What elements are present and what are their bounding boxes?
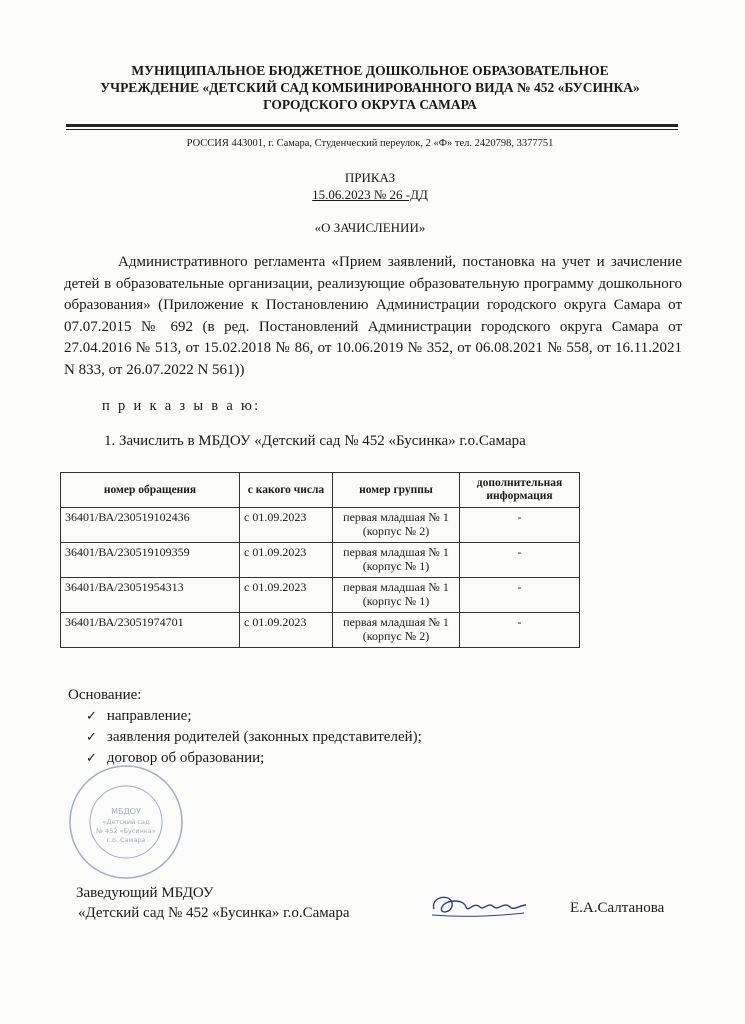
table-header-row [61,473,580,508]
basis-list [86,706,422,769]
header-divider-thin [66,129,678,130]
signature-image [428,887,528,923]
organization-header [60,62,680,113]
col-header-info: дополнительная информация [460,473,580,508]
cell-info: - [460,543,580,578]
cell-date: с 01.09.2023 [240,543,333,578]
order-subject: «О ЗАЧИСЛЕНИИ» [314,220,426,235]
table-row [61,613,580,648]
svg-text:МБДОУ: МБДОУ [111,807,141,816]
svg-text:г.о. Самара: г.о. Самара [106,836,146,844]
cell-group: первая младшая № 1 (корпус № 2) [333,613,460,648]
col-header-group: номер группы [333,473,460,508]
head-name: Е.А.Салтанова [570,900,665,916]
basis-label: Основание: [68,687,142,703]
body-paragraph: Административного регламента «Прием заявлений, постановка на учет и зачисление детей в образовательные организации, реализующие образовательную программу дошкольного образования» (Приложение к Постановлению Администрации городского округа Самара от 07.07.2015 № 692 (в ред. Постановлений Администрации городского округа Самара от 27.04.2016 № 513, от 15.02.2018 № 86, от 10.06.2019 № 352, от 06.08.2021 № 558, от 16.11.2021 N 833, от 26.07.2022 N 561)) [64,254,682,378]
cell-info: - [460,613,580,648]
order-date-number [60,187,680,203]
address-line: РОССИЯ 443001, г. Самара, Студенческий переулок, 2 «Ф» тел. 2420798, 3377751 [186,138,554,149]
cell-number: 36401/ВА/23051954313 [61,578,240,613]
order-verb: п р и к а з ы в а ю: [102,398,261,414]
stamp-seal [66,762,186,882]
cell-group: первая младшая № 1 (корпус № 1) [333,578,460,613]
cell-number: 36401/ВА/23051974701 [61,613,240,648]
cell-date: с 01.09.2023 [240,508,333,543]
checkmark-icon: ✓ [86,730,97,745]
svg-text:№ 452 «Бусинка»: № 452 «Бусинка» [96,827,156,835]
cell-group: первая младшая № 1 (корпус № 2) [333,508,460,543]
basis-item-text: заявления родителей (законных представителей); [106,729,422,745]
order-point-1: 1. Зачислить в МБДОУ «Детский сад № 452 «Бусинка» г.о.Самара [104,433,526,449]
list-item [86,727,422,748]
col-header-number: номер обращения [61,473,240,508]
cell-group: первая младшая № 1 (корпус № 1) [333,543,460,578]
checkmark-icon: ✓ [86,751,97,766]
org-line-3: ГОРОДСКОГО ОКРУГА САМАРА [263,97,477,112]
table-row [61,543,580,578]
enrollment-table [60,472,580,648]
checkmark-icon: ✓ [86,709,97,724]
head-organization: «Детский сад № 452 «Бусинка» г.о.Самара [78,905,350,921]
table-row [61,578,580,613]
order-title: ПРИКАЗ [344,170,396,185]
svg-text:«Детский сад: «Детский сад [102,818,150,826]
cell-info: - [460,578,580,613]
cell-number: 36401/ВА/230519102436 [61,508,240,543]
head-position: Заведующий МБДОУ [76,885,214,901]
cell-number: 36401/ВА/230519109359 [61,543,240,578]
cell-info: - [460,508,580,543]
basis-item-text: договор об образовании; [106,750,265,766]
org-line-1: МУНИЦИПАЛЬНОЕ БЮДЖЕТНОЕ ДОШКОЛЬНОЕ ОБРАЗОВАТЕЛЬНОЕ [131,63,609,78]
order-date-number-text: 15.06.2023 № 26 -ДД [312,187,428,202]
basis-item-text: направление; [106,708,192,724]
cell-date: с 01.09.2023 [240,578,333,613]
header-divider-thick [66,124,678,127]
col-header-date: с какого числа [240,473,333,508]
org-line-2: УЧРЕЖДЕНИЕ «ДЕТСКИЙ САД КОМБИНИРОВАННОГО ВИДА № 452 «БУСИНКА» [100,80,640,95]
list-item [86,706,422,727]
table-row [61,508,580,543]
cell-date: с 01.09.2023 [240,613,333,648]
